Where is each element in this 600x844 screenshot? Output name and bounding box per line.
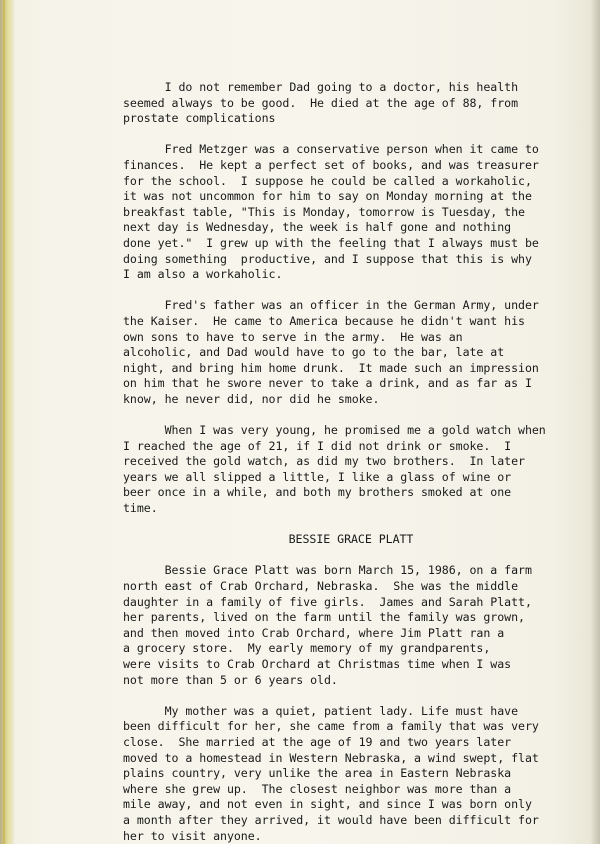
text-line: When I was very young, he promised me a gold watch when [123,423,546,438]
text-line: alcoholic, and Dad would have to go to the bar, late at [123,345,505,360]
text-line: night, and bring him home drunk. It made such an impression [123,360,539,375]
paragraph-gap [123,127,593,143]
text-line: I am also a workaholic. [123,267,283,282]
text-line: her to visit anyone. [123,828,262,843]
text-line: north east of Crab Orchard, Nebraska. She was the middle [123,579,519,593]
paragraph-2 [123,142,593,282]
text-line: her parents, lived on the farm until the family was grown, [123,610,525,625]
text-line: doing something productive, and I suppose that this is why [123,251,532,266]
text-line: a grocery store. My early memory of my grandparents, [123,641,491,656]
text-line: on him that he swore never to take a drink, and as far as I [123,376,532,391]
text-line: finances. He kept a perfect set of books, and was treasurer [123,157,539,172]
page-body [123,80,593,844]
text-line: years we all slipped a little, I like a glass of wine or [123,469,512,484]
text-line: Fred Metzger was a conservative person when it came to [123,142,539,157]
paragraph-gap [123,688,593,704]
text-line: beer once in a while, and both my brothers smoked at one [123,485,512,500]
text-line: were visits to Crab Orchard at Christmas time when I was [123,656,512,671]
text-line: I reached the age of 21, if I did not drink or smoke. I [123,438,512,453]
text-line: the Kaiser. He came to America because he didn't want his [123,313,525,328]
text-line: My mother was a quiet, patient lady. Life must have [123,703,519,718]
text-line: a month after they arrived, it would have been difficult for [123,812,539,827]
text-line: plains country, very unlike the area in Eastern Nebraska [123,766,512,781]
text-line: daughter in a family of five girls. James and Sarah Platt, [123,594,532,609]
text-line: Bessie Grace Platt was born March 15, 1986, on a farm [123,563,532,578]
text-line: it was not uncommon for him to say on Monday morning at the [123,189,532,204]
paragraph-gap [123,548,593,564]
text-line: next day is Wednesday, the week is half gone and nothing [123,220,512,235]
text-line: for the school. I suppose he could be called a workaholic, [123,173,532,188]
text-line: close. She married at the age of 19 and two years later [123,734,512,749]
text-line: done yet." I grew up with the feeling that I always must be [123,235,539,250]
paragraph-1 [123,80,593,127]
text-line: been difficult for her, she came from a family that was very [123,719,539,734]
text-line: and then moved into Crab Orchard, where Jim Platt ran a [123,625,505,640]
section-heading: BESSIE GRACE PLATT [288,532,414,547]
text-line: mile away, and not even in sight, and since I was born only [123,797,532,812]
paragraph-gap [123,407,593,423]
text-line: seemed always to be good. He died at the age of 88, from [123,95,519,110]
paragraph-6 [123,704,593,844]
text-line: moved to a homestead in Western Nebraska, a wind swept, flat [123,750,539,765]
binding-edge [0,0,14,844]
text-line: breakfast table, "This is Monday, tomorrow is Tuesday, the [123,204,525,219]
paragraph-3 [123,298,593,407]
paragraph-5 [123,563,593,688]
text-line: own sons to have to serve in the army. He was an [123,329,463,344]
paragraph-4 [123,423,593,517]
paragraph-gap [123,283,593,299]
text-line: prostate complications [123,111,276,126]
text-line: where she grew up. The closest neighbor was more than a [123,781,512,796]
paragraph-gap [123,517,593,533]
text-line: know, he never did, nor did he smoke. [123,391,380,406]
text-line: time. [123,501,158,516]
text-line: I do not remember Dad going to a doctor, his health [123,80,519,94]
text-line: not more than 5 or 6 years old. [123,672,338,687]
text-line: received the gold watch, as did my two brothers. In later [123,454,525,469]
text-line: Fred's father was an officer in the German Army, under [123,298,539,313]
